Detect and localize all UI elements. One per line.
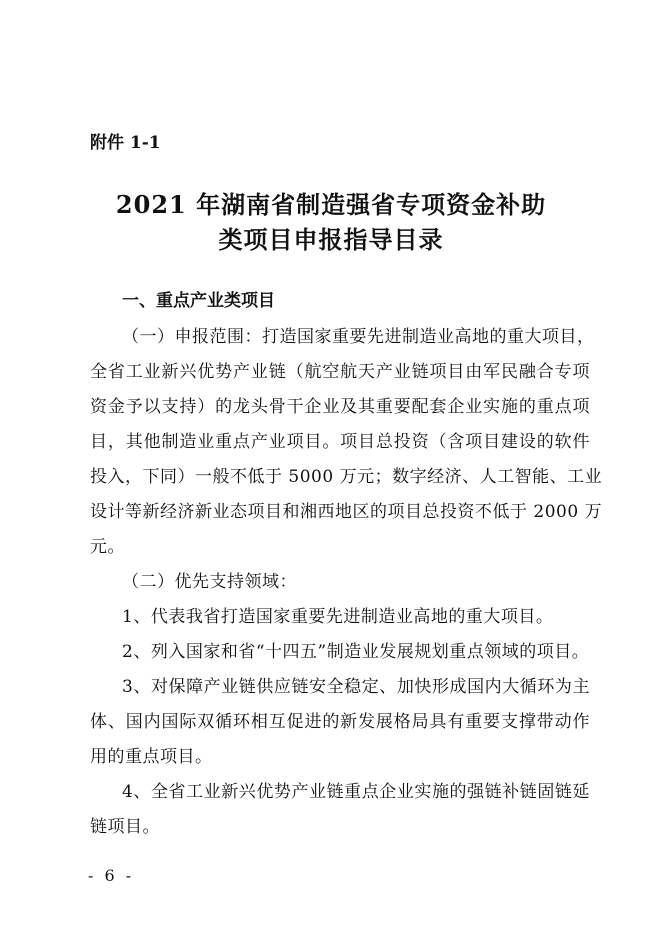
document-title-line-1: 2021 年湖南省制造强省专项资金补助 — [115, 190, 547, 219]
priority-item: 2、列入国家和省“十四五”制造业发展规划重点领域的项目。 — [122, 642, 590, 662]
page-number: - 6 - — [88, 866, 135, 885]
priority-item: 4、全省工业新兴优势产业链重点企业实施的强链补链固链延 — [122, 782, 590, 802]
priority-heading: （二）优先支持领域： — [122, 572, 297, 592]
section-heading: 一、重点产业类项目 — [122, 291, 275, 311]
document-title-line-2: 类项目申报指导目录 — [218, 225, 444, 254]
scope-line: （一）申报范围：打造国家重要先进制造业高地的重大项目， — [122, 327, 595, 347]
scope-line: 投入，下同）一般不低于 5000 万元；数字经济、人工智能、工业 — [90, 467, 603, 487]
scope-line: 目，其他制造业重点产业项目。项目总投资（含项目建设的软件 — [90, 432, 590, 452]
priority-item-continued: 用的重点项目。 — [90, 747, 213, 767]
priority-item: 1、代表我省打造国家重要先进制造业高地的重大项目。 — [122, 607, 554, 627]
scope-line: 设计等新经济新业态项目和湘西地区的项目总投资不低于 2000 万 — [90, 502, 603, 522]
scope-line: 元。 — [90, 537, 125, 557]
priority-item-continued: 链项目。 — [90, 817, 160, 837]
priority-item: 3、对保障产业链供应链安全稳定、加快形成国内大循环为主 — [122, 677, 590, 697]
priority-item-continued: 体、国内国际双循环相互促进的新发展格局具有重要支撑带动作 — [90, 712, 590, 732]
scope-line: 全省工业新兴优势产业链（航空航天产业链项目由军民融合专项 — [90, 362, 590, 382]
attachment-label: 附件 1-1 — [90, 133, 161, 153]
scope-line: 资金予以支持）的龙头骨干企业及其重要配套企业实施的重点项 — [90, 397, 590, 417]
